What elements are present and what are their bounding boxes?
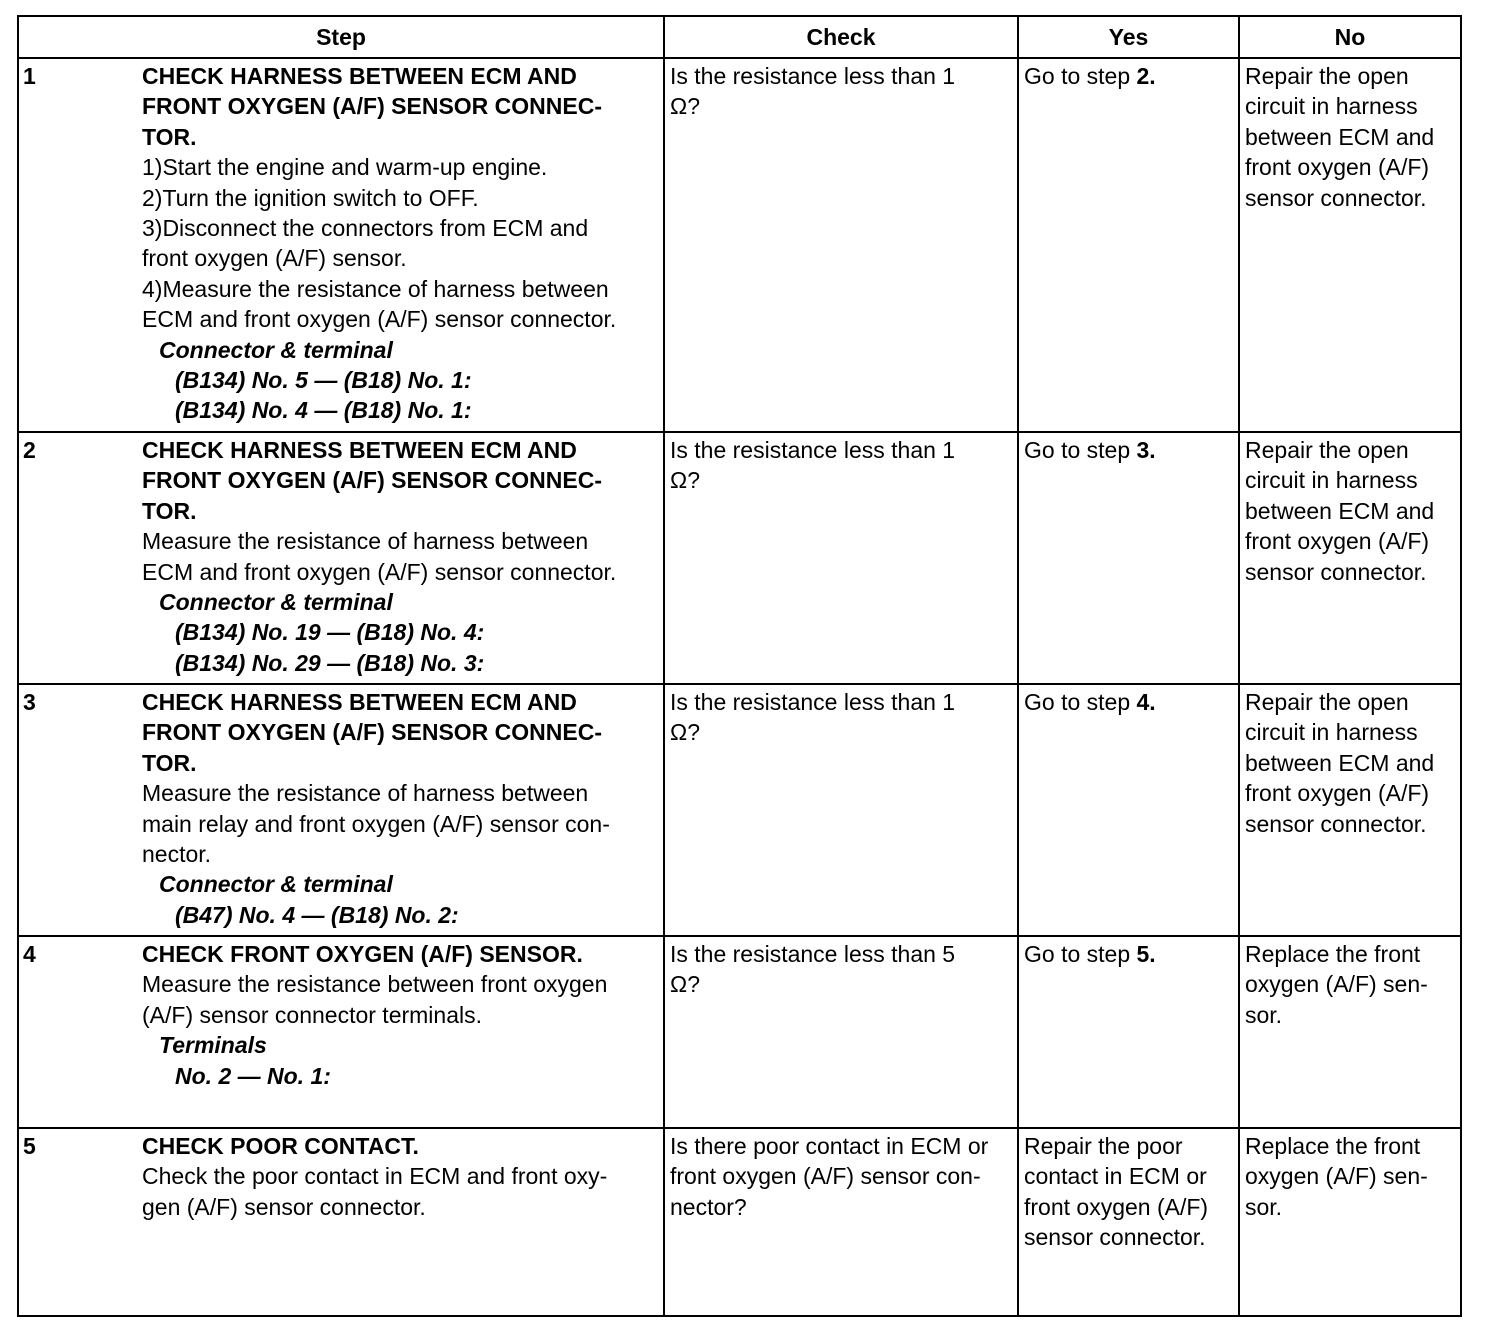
yes-cell [1018,1128,1239,1316]
yes-cell [1018,936,1239,1128]
no-text: circuit in harness [1245,467,1418,494]
step-cell [18,58,664,432]
table-row [18,432,1461,684]
no-text: Replace the front [1245,1133,1421,1159]
step-title: FRONT OXYGEN (A/F) SENSOR CONNEC- [142,467,603,494]
step-instruction: Measure the resistance between front oxygen [142,971,608,998]
yes-text: Go to step [1024,63,1137,89]
no-text: sor. [1245,1193,1283,1220]
spec-value: (B134) No. 29 — (B18) No. 3: [175,649,485,676]
table-row [18,58,1461,432]
table-row [18,936,1461,1128]
step-title: TOR. [142,123,197,150]
yes-text: front oxygen (A/F) [1024,1193,1209,1220]
step-number: 3 [23,689,36,715]
step-instruction: Measure the resistance of harness between [142,528,589,555]
check-text: Ω? [670,93,700,120]
step-cell [18,1128,664,1316]
yes-cell [1018,684,1239,936]
check-text: Is the resistance less than 1 [670,437,956,463]
spec-value: No. 2 — No. 1: [175,1062,331,1089]
step-title: CHECK HARNESS BETWEEN ECM AND [142,689,577,715]
yes-step-ref: 2. [1136,63,1156,89]
step-cell [18,684,664,936]
no-text: between ECM and [1245,123,1435,150]
check-text: Is the resistance less than 5 [670,941,956,967]
yes-text: sensor connector. [1024,1224,1206,1251]
yes-cell [1018,432,1239,684]
no-text: sor. [1245,1001,1283,1028]
check-text: Ω? [670,719,700,746]
check-text: Ω? [670,971,700,998]
check-cell [664,936,1018,1128]
header-check: Check [664,16,1018,58]
step-title: TOR. [142,749,197,776]
yes-text: Go to step [1024,437,1137,463]
header-yes: Yes [1018,16,1239,58]
step-title: FRONT OXYGEN (A/F) SENSOR CONNEC- [142,719,603,746]
no-text: front oxygen (A/F) [1245,154,1430,181]
spec-value: (B134) No. 19 — (B18) No. 4: [175,619,485,646]
check-text: nector? [670,1193,747,1220]
step-instruction: 4)Measure the resistance of harness between [142,275,609,302]
no-cell [1239,684,1461,936]
check-cell [664,684,1018,936]
no-text: circuit in harness [1245,93,1418,120]
no-text: sensor connector. [1245,558,1427,585]
step-title: CHECK POOR CONTACT. [142,1133,419,1159]
yes-text: Go to step [1024,689,1137,715]
yes-text: Repair the poor [1024,1133,1183,1159]
step-instruction: (A/F) sensor connector terminals. [142,1001,483,1028]
yes-cell [1018,58,1239,432]
no-text: front oxygen (A/F) [1245,780,1430,807]
step-instruction: Check the poor contact in ECM and front oxy- [142,1163,608,1190]
step-cell [18,432,664,684]
no-text: Replace the front [1245,941,1421,967]
step-title: CHECK HARNESS BETWEEN ECM AND [142,437,577,463]
step-number: 2 [23,437,36,463]
yes-step-ref: 5. [1136,941,1156,967]
check-cell [664,1128,1018,1316]
check-cell [664,432,1018,684]
spec-value: (B134) No. 5 — (B18) No. 1: [175,367,472,394]
no-text: Repair the open [1245,437,1409,463]
step-instruction: main relay and front oxygen (A/F) sensor con- [142,810,610,837]
step-title: CHECK FRONT OXYGEN (A/F) SENSOR. [142,941,583,967]
spec-label: Terminals [159,1032,267,1059]
check-text: Ω? [670,467,700,494]
step-instruction: 3)Disconnect the connectors from ECM and [142,215,589,242]
header-step: Step [18,16,664,58]
header-row [18,16,1461,58]
spec-label: Connector & terminal [159,336,393,363]
no-text: Repair the open [1245,63,1409,89]
no-text: Repair the open [1245,689,1409,715]
yes-text: Go to step [1024,941,1137,967]
table-row [18,1128,1461,1316]
check-text: Is the resistance less than 1 [670,689,956,715]
no-text: oxygen (A/F) sen- [1245,971,1428,998]
step-title: TOR. [142,497,197,524]
step-instruction: 2)Turn the ignition switch to OFF. [142,184,479,211]
diagnostic-table [17,15,1462,1317]
no-cell [1239,1128,1461,1316]
step-title: FRONT OXYGEN (A/F) SENSOR CONNEC- [142,93,603,120]
step-cell [18,936,664,1128]
table-row [18,684,1461,936]
no-text: sensor connector. [1245,810,1427,837]
step-instruction: ECM and front oxygen (A/F) sensor connector. [142,306,617,333]
check-text: front oxygen (A/F) sensor con- [670,1163,981,1190]
spec-value: (B47) No. 4 — (B18) No. 2: [175,901,459,928]
check-text: Is there poor contact in ECM or [670,1133,989,1159]
step-instruction: gen (A/F) sensor connector. [142,1193,426,1220]
no-text: sensor connector. [1245,184,1427,211]
no-cell [1239,936,1461,1128]
step-title: CHECK HARNESS BETWEEN ECM AND [142,63,577,89]
step-instruction: nector. [142,841,212,868]
spec-label: Connector & terminal [159,589,393,616]
no-text: circuit in harness [1245,719,1418,746]
yes-step-ref: 4. [1136,689,1156,715]
yes-step-ref: 3. [1136,437,1156,463]
no-text: between ECM and [1245,497,1435,524]
no-text: front oxygen (A/F) [1245,528,1430,555]
step-number: 5 [23,1133,36,1159]
step-instruction: ECM and front oxygen (A/F) sensor connector. [142,558,617,585]
spec-label: Connector & terminal [159,871,393,898]
step-instruction: Measure the resistance of harness between [142,780,589,807]
step-instruction: front oxygen (A/F) sensor. [142,245,407,272]
no-text: between ECM and [1245,749,1435,776]
no-text: oxygen (A/F) sen- [1245,1163,1428,1190]
yes-text: contact in ECM or [1024,1163,1207,1190]
step-instruction: 1)Start the engine and warm-up engine. [142,154,548,181]
check-text: Is the resistance less than 1 [670,63,956,89]
check-cell [664,58,1018,432]
step-number: 4 [23,941,36,967]
no-cell [1239,432,1461,684]
no-cell [1239,58,1461,432]
header-no: No [1239,16,1461,58]
spec-value: (B134) No. 4 — (B18) No. 1: [175,397,472,424]
step-number: 1 [23,63,36,89]
